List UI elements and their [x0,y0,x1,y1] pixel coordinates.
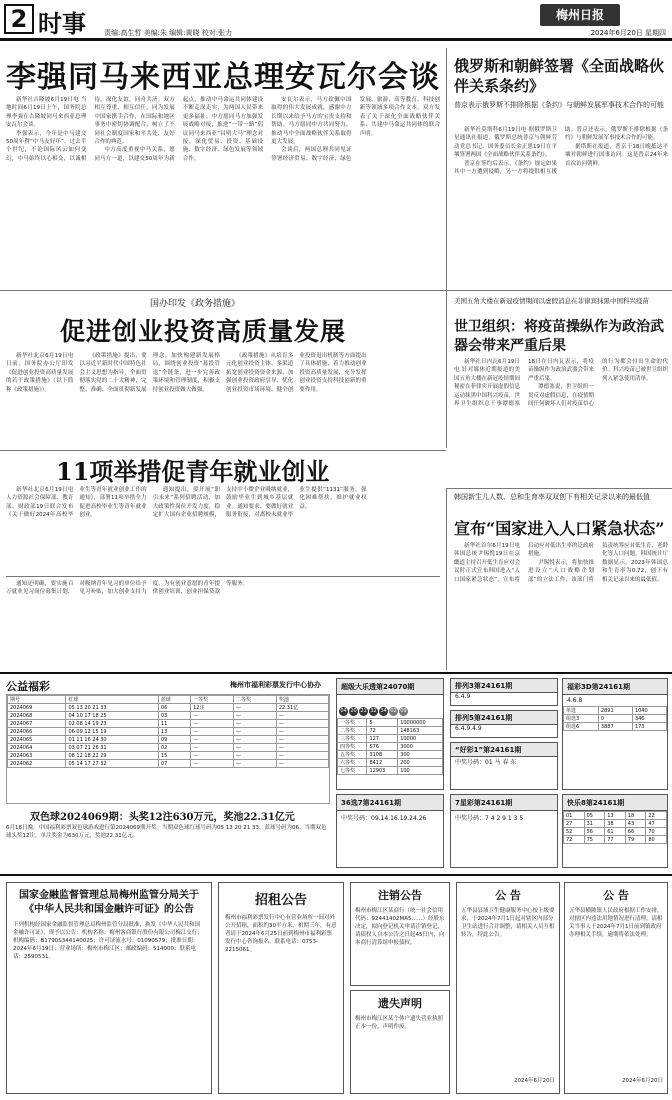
bank-notice-text: 下列机构经国家金融监督管理总局梅州监管分局批准，换发《中华人民共和国金融许可证》，现予以公告：机构名称：梅州客商银行股份有限公司梅江支行；机构编码：B1790S344140025；许可证流水号：01090579；批准日期：2024年6月19日；营业场所：梅州市梅江区；邮政编码：514000；联系电话：2590531。 [13,922,203,960]
pl5-box [450,710,558,738]
pl3-box [450,678,558,706]
qxc-box: 7星彩第24161期 中奖号码：7 4 2 9 1 3 5 [450,794,558,868]
kl8-box [562,794,668,868]
s36-title: 36选7第24161期 [337,795,443,811]
pl3-number: 6.4.9 [455,693,471,700]
youth-paragraph: 新华社北京6月19日电 人力资源社会保障部、教育部、财政部19日联合发布《关于做好2024年高校毕业生等青年就业创业工作的通知》，部署11项举措全力促进高校毕业生等青年就业创业。 [6,487,147,519]
policy-headline: 促进创业投资高质量发展 [60,317,347,346]
dlt-prize-table: 一等奖 5 10000000 二等奖 72 148163 三等奖 127 10000 四等奖 576 3000 五等奖 3108 300 六等奖 8412 200 七等奖 12903 100 [337,718,443,775]
russia-paragraph: 据塔斯社报道，普京于18日晚抵达平壤对朝鲜进行国事访问。这是普京24年来首次访问朝鲜。 [565,143,668,167]
who-paragraph: 新华社日内瓦6月19日电 针对媒体近期报道的美国五角大楼在新冠疫情期间秘密在菲律宾开展虚假信息运动抹黑中国科兴疫苗，世界卫生组织总干事谭德塞18日在日内瓦表示，将疫苗操纵作为政治武器会带来严重后果。 [454,359,595,408]
section-divider [446,488,672,489]
who-kicker: 美国五角大楼在新冠疫情期间以虚假消息在菲律宾抹黑中国科兴疫苗 [454,297,649,305]
dlt-title: 超级大乐透第24070期 [337,679,443,695]
fc3d-box [562,678,668,790]
russia-deck: 普京表示俄罗斯不排除根据《条约》与朝鲜发展军事技术合作的可能 [454,101,664,109]
policy-paragraph: 新华社北京6月19日电 日前，国务院办公厅印发《促进创业投资高质量发展的若干政策措施》（以下简称《政策措施》）。 [6,353,74,393]
bank-notice [6,882,212,1094]
hao-box: “好彩1”第24161期 中奖号码：01 马 春 东 [450,742,558,790]
health-notice-date: 2024年6月20日 [514,1078,555,1084]
rent-notice-title: 招租公告 [254,893,307,908]
issue-date: 2024年6月20日 星期四 [590,29,666,37]
lost-notice-title: 遗失声明 [378,997,422,1010]
kl8-number-table: 01 05 13 18 22 27 31 38 43 47 52 56 61 66 70 72 75 77 79 80 [563,811,667,844]
russia-paragraph: 新华社莫斯科6月19日电 据俄罗斯卫星通讯社报道，俄罗斯总统普京与朝鲜劳动党总书记、国务委员长金正恩19日在平壤签署两国《全面战略伙伴关系条约》。 [454,127,557,159]
lead-headline: 李强同马来西亚总理安瓦尔会谈 [6,60,440,95]
korea-kicker: 韩国新生儿人数、总和生育率双双创下有相关记录以来的最低值 [454,493,650,501]
welfare-results-table: 期号 红球 蓝球 一等奖 二等奖 奖池 2024069 05 13 20 21 33 06 12注 — 22.31亿 2024068 04 10 17 18 25 03 — — — 2024067 02 08 14 19 23 11 — — — 2024066 06 09 12 15 19 13 — — — 2024065 01 11 16 24 30 09 — — — 2024064 03 07 21 26 31 02 — — — 2024063 08 12 18 22 29 15 — — — 2024062 05 14 17 27 32 07 — — — [6,694,330,804]
editor-credits: 责编:高生哲 美编:朱 编辑:黄晓 校对:张力 [104,29,233,37]
red-ball: 21 [360,708,367,714]
dlt-box [336,678,444,790]
red-ball: 34 [380,708,387,714]
health-notice [456,882,560,1094]
ssq-headline: 双色球2024069期：头奖12注630万元，奖池22.31亿元 [30,812,295,823]
russia-paragraph: 普京在签约后表示，《条约》规定如果其中一方遭到侵略，另一方将提供相互援助。普京还表示，俄罗斯不排除根据《条约》与朝鲜发展军事技术合作的可能。 [454,127,668,176]
lead-paragraph: 新华社吉隆坡6月19日电 当地时间6月19日上午，国务院总理李强在吉隆坡同马来西亚总理安瓦尔会谈。 [6,97,87,129]
youth-paragraph: 通知提出，要开展“职引未来”系列招聘活动，加大政策性岗位开发力度，稳定扩大国有企业招聘规模，支持中小微企业吸纳就业，鼓励毕业生到城乡基层就业。通知要求，要做好就业服务衔接，对离校未就业毕业生提供“1131”服务，强化困难帮扶，维护就业权益。 [152,487,367,519]
header-rule [0,38,672,41]
lead-paragraph: 安瓦尔表示，马方钦佩中国取得的伟大发展成就，感谢中方长期以来给予马方的宝贵支持和帮助。马方愿同中方共同努力，推动马中全面战略伙伴关系取得更大发展。 [271,97,352,146]
youth-article-body-top [6,486,440,572]
policy-kicker: 国办印发《政务措施》 [150,299,241,309]
town-notice-date: 2024年6月20日 [622,1078,663,1084]
lost-notice [350,990,450,1094]
section-rule [0,672,672,674]
who-article-body [454,358,668,482]
youth-headline: 11项举措促青年就业创业 [56,457,330,486]
lead-paragraph: 会谈后，两国总理共同见证签署经济贸易、数字经济、绿色发展、旅游、高等教育、科技创新等领域多项合作文本。双方发表了关于深化全面战略伙伴关系、共建中马命运共同体的联合声明。 [271,97,440,162]
section-title: 时事 [38,9,86,38]
s36-box: 36选7第24161期 中奖号码：09.14.16.19.24.26 [336,794,444,868]
kl8-title: 快乐8第24161期 [563,795,667,811]
lead-paragraph: 李强表示，今年是中马建交50周年暨“中马友好年”。过去半个世纪，不论国际风云如何变幻，中马始终以心相交，以诚相待，深化友谊，同舟共济。双方相互尊重、相互信任，同为发展中国家携手合作，在国际和地区事务中密切协调配合，树立了不同社会制度国家和平共处、友好合作的典范。 [6,97,175,162]
section-divider [0,450,446,451]
cancel-notice-title: 注销公告 [378,889,422,902]
pl5-title: 排列5第24161期 [451,711,557,725]
health-notice-text: 五华县县域卫生健康服务中心按上级要求，于2024年7月1日起对辖区内部分卫生站进行合并调整，请相关人员互相转告，特此公告。 [461,908,555,938]
lead-paragraph: 中方高度重视中马关系，愿同马方一道，以建交50周年为新起点，推动中马命运共同体建设不断走深走实，为两国人民带来更多福祉。中方愿同马方加强发展战略对接，推进“一带一路”倡议同马来西亚“昌明大马”理念对接，深化贸易、投资、基础设施、数字经济、绿色发展等领域合作。 [94,97,264,162]
section-rule [0,874,672,876]
pl3-title: 排列3第24161期 [451,679,557,693]
youth-paragraph: 通知还明确，要实施百万就业见习岗位募集计划，对吸纳青年见习的单位给予见习补贴，加大创业支持力度，为有创业意愿的青年提供创业培训、创业担保贷款等服务。 [6,581,248,596]
cancel-notice-text: 梅州市梅江区某商行（统一社会信用代码：92441402MA5……）经股东决定，拟向登记机关申请注销登记，请债权人自本公告之日起45日内，向本商行清算组申报债权。 [355,908,445,946]
hao-title: “好彩1”第24161期 [451,743,557,757]
blue-ball: 09 [400,708,407,714]
lost-notice-text: 梅州市梅江区某个体户遗失营业执照正本一份，声明作废。 [355,1016,444,1030]
lead-article-body [6,96,440,282]
fc3d-prize-table: 单选 2891 1040 组选3 0 346 组选6 3887 173 [563,706,667,731]
section-divider [6,576,440,577]
red-ball: 20 [350,708,357,714]
policy-article-body [6,352,440,442]
youth-article-body-bottom [6,580,440,666]
policy-paragraph: 《政策措施》提出，要以习近平新时代中国特色社会主义思想为指导，全面贯彻落实党的二十大精神，完整、准确、全面贯彻新发展理念，加快构建新发展格局，围绕创业投资“募投管退”全链条，进一步完善政策环境和管理制度，积极支持创业投资做大做强。 [79,353,220,393]
town-notice-title: 公 告 [603,889,629,902]
health-notice-title: 公 告 [495,889,521,902]
dlt-balls [337,695,443,718]
red-ball: 32 [370,708,377,714]
red-ball: 04 [340,708,347,714]
russia-headline: 俄罗斯和朝鲜签署《全面战略伙伴关系条约》 [454,57,665,95]
korea-article-body [454,542,668,666]
bank-notice-title: 国家金融监督管理总局梅州监管分局关于《中华人民共和国金融许可证》的公告 [19,890,199,915]
rent-notice [218,882,344,1094]
korea-paragraph: 新华社首尔6月19日电 韩国总统尹锡悦19日在京畿道主持召开低生育应对会议时正式宣布韩国进入“人口国家紧急状态”，宣布将启动应对低出生率的泛政府措施。 [454,543,595,583]
pl5-number: 6.4.9.4.9 [455,725,482,732]
who-paragraph: 谭德塞说，世卫组织一贯反对虚假信息，在疫情期间任何破坏人们对疫苗信心的行为都会付出生命的代价。科兴疫苗已被世卫组织列入紧急使用清单。 [528,359,668,408]
page-number: 2 [4,4,34,34]
ssq-article: 6月18日晚，中国福利彩票双色球游戏进行第2024069期开奖。当期双色球红球号码为05 13 20 21 33，蓝球号码为06。当期双色球头奖12注，单注奖金为630万元，奖池22.31亿元。 [6,825,327,839]
column-divider [446,48,447,448]
town-notice-text: 五华县横陂镇人民政府根据工作安排，对辖区内违法用地情况进行清理，请相关当事人于2024年7月1日前到镇政府办理相关手续，逾期将依法处理。 [569,908,663,938]
blue-ball: 02 [390,708,397,714]
qxc-title: 7星彩第24161期 [451,795,557,811]
column-divider [446,488,447,670]
town-notice [564,882,668,1094]
russia-article-body [454,126,668,282]
welfare-title: 公益福彩 [6,680,50,693]
section-divider [0,290,672,291]
who-headline: 世卫组织：将疫苗操纵作为政治武器会带来严重后果 [454,319,664,354]
fc3d-title: 福彩3D第24161期 [563,679,667,695]
policy-paragraph: 《政策措施》从培育多元化创业投资主体、多渠道拓宽创业投资资金来源、加强创业投资政府引导、优化创业投资市场环境、健全创业投资退出机制等方面提出了具体措施，着力推动创业投资高质量发展，充分发挥创业投资支持科技创新的重要作用。 [225,353,367,393]
rent-notice-text: 梅州市福利彩票发行中心有营业场所一间对外公开招租，面积约30平方米，租期三年，有意者请于2024年6月25日前到梅州市福利彩票发行中心咨询报名。联系电话：0753-2215061。 [225,915,337,953]
newspaper-logo: 梅州日报 [540,4,620,26]
korea-headline: 宣布“国家进入人口紧急状态” [454,519,665,538]
korea-paragraph: 尹锡悦表示，将加快推进设立“人口战略企划部”的立法工作，该部门将负责统筹应对低生育、老龄化等人口问题。韩国统计厅数据显示，2023年韩国总和生育率为0.72，创下有相关记录以来的最低值。 [528,543,668,583]
welfare-subtitle: 梅州市福利彩票发行中心协办 [230,681,321,689]
fc3d-number: 4.6.8 [567,697,583,704]
cancel-notice [350,882,450,986]
